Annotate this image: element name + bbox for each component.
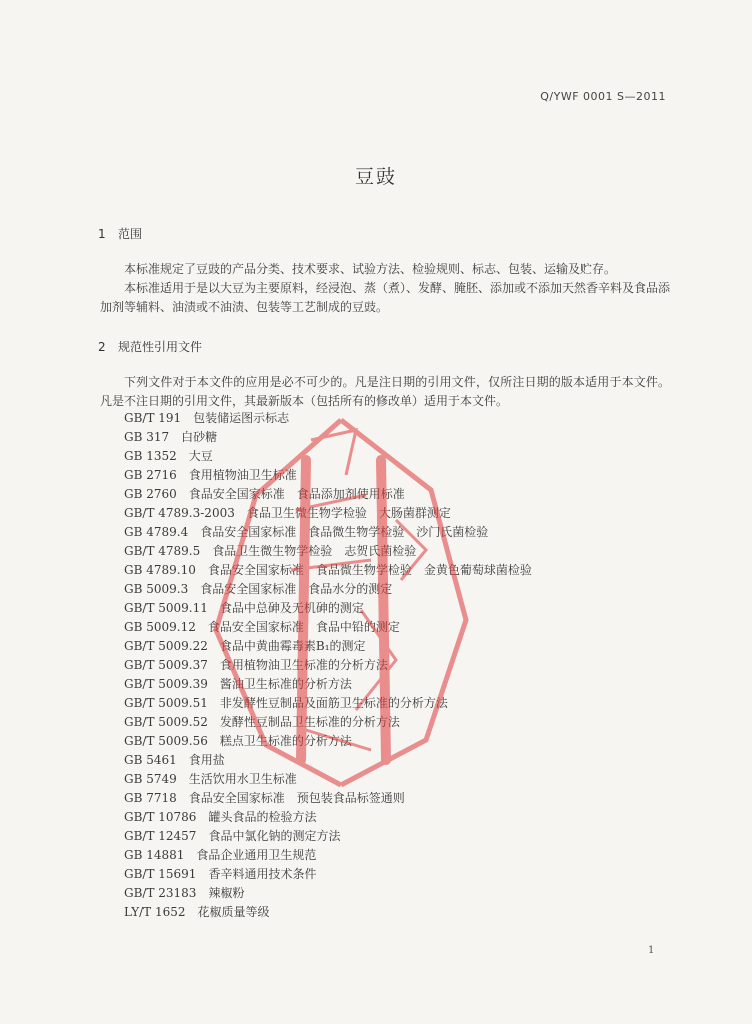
- reference-item: [124, 770, 532, 789]
- reference-title: 食用植物油卫生标准的分析方法: [219, 658, 388, 672]
- reference-code: GB 4789.4: [124, 525, 189, 539]
- reference-title: 酱油卫生标准的分析方法: [219, 677, 352, 691]
- reference-item: [124, 618, 532, 637]
- reference-title: 食品卫生微生物学检验 志贺氏菌检验: [212, 544, 417, 558]
- section-title: 范围: [118, 227, 143, 241]
- reference-title: 糕点卫生标准的分析方法: [219, 734, 352, 748]
- reference-code: GB 317: [124, 430, 170, 444]
- reference-title: 食品安全国家标准 预包装食品标签通则: [188, 791, 405, 805]
- reference-item: [124, 504, 532, 523]
- reference-item: [124, 580, 532, 599]
- scope-paragraph-1: 本标准规定了豆豉的产品分类、技术要求、试验方法、检验规则、标志、包装、运输及贮存。: [124, 262, 617, 276]
- section-number: 1: [98, 227, 106, 241]
- reference-title: 食品中氯化钠的测定方法: [208, 829, 341, 843]
- standard-code: Q/YWF 0001 S—2011: [540, 90, 666, 103]
- reference-item: [124, 599, 532, 618]
- document-title: 豆豉: [354, 166, 397, 188]
- reference-code: GB/T 5009.11: [124, 601, 208, 615]
- reference-title: 食品中总砷及无机砷的测定: [219, 601, 364, 615]
- reference-code: GB 5749: [124, 772, 177, 786]
- reference-item: [124, 409, 532, 428]
- reference-item: [124, 865, 532, 884]
- reference-code: GB 2760: [124, 487, 177, 501]
- reference-title: 食品安全国家标准 食品微生物学检验 沙门氏菌检验: [200, 525, 489, 539]
- reference-title: 白砂糖: [181, 430, 218, 444]
- reference-item: [124, 656, 532, 675]
- reference-code: GB/T 4789.5: [124, 544, 201, 558]
- reference-title: 食品卫生微生物学检验 大肠菌群测定: [246, 506, 451, 520]
- reference-title: 包装储运图示标志: [193, 411, 290, 425]
- reference-title: 食用盐: [188, 753, 225, 767]
- reference-item: [124, 846, 532, 865]
- reference-code: GB 5009.3: [124, 582, 189, 596]
- reference-item: [124, 884, 532, 903]
- reference-item: [124, 808, 532, 827]
- reference-item: [124, 903, 532, 922]
- reference-title: 食用植物油卫生标准: [188, 468, 297, 482]
- reference-item: [124, 447, 532, 466]
- reference-code: GB/T 23183: [124, 886, 197, 900]
- reference-title: 非发酵性豆制品及面筋卫生标准的分析方法: [219, 696, 448, 710]
- section-number: 2: [98, 340, 106, 354]
- reference-item: [124, 713, 532, 732]
- reference-code: GB/T 5009.51: [124, 696, 208, 710]
- reference-item: [124, 523, 532, 542]
- reference-code: GB 5461: [124, 753, 177, 767]
- reference-code: GB/T 5009.39: [124, 677, 208, 691]
- reference-item: [124, 675, 532, 694]
- scope-paragraph-2: 本标准适用于是以大豆为主要原料，经浸泡、蒸（煮）、发酵、腌胚、添加或不添加天然香辛料及食品添加剂等辅料、油渍或不油渍、包装等工艺制成的豆豉。: [100, 281, 671, 314]
- reference-title: 辣椒粉: [208, 886, 245, 900]
- reference-code: GB 2716: [124, 468, 177, 482]
- reference-item: [124, 542, 532, 561]
- reference-item: [124, 485, 532, 504]
- reference-code: GB 7718: [124, 791, 177, 805]
- reference-title: 食品安全国家标准 食品中铅的测定: [207, 620, 400, 634]
- reference-item: [124, 561, 532, 580]
- reference-code: GB 4789.10: [124, 563, 196, 577]
- section-heading-scope: [98, 225, 142, 242]
- reference-title: 生活饮用水卫生标准: [188, 772, 297, 786]
- reference-item: [124, 637, 532, 656]
- section-heading-normative-references: [98, 338, 202, 355]
- reference-item: [124, 694, 532, 713]
- reference-code: LY/T 1652: [124, 905, 186, 919]
- reference-title: 罐头食品的检验方法: [208, 810, 317, 824]
- reference-code: GB/T 5009.56: [124, 734, 208, 748]
- reference-item: [124, 428, 532, 447]
- reference-code: GB/T 5009.52: [124, 715, 208, 729]
- reference-code: GB/T 5009.22: [124, 639, 208, 653]
- reference-title: 花椒质量等级: [197, 905, 270, 919]
- reference-code: GB/T 10786: [124, 810, 197, 824]
- reference-list: [124, 409, 532, 922]
- reference-code: GB/T 5009.37: [124, 658, 208, 672]
- reference-item: [124, 751, 532, 770]
- reference-item: [124, 732, 532, 751]
- reference-code: GB 14881: [124, 848, 185, 862]
- reference-title: 食品安全国家标准 食品微生物学检验 金黄色葡萄球菌检验: [207, 563, 532, 577]
- reference-code: GB/T 15691: [124, 867, 197, 881]
- reference-title: 食品企业通用卫生规范: [196, 848, 317, 862]
- reference-title: 食品中黄曲霉毒素B₁的测定: [219, 639, 366, 653]
- reference-item: [124, 827, 532, 846]
- section-title: 规范性引用文件: [118, 340, 203, 354]
- reference-code: GB/T 12457: [124, 829, 197, 843]
- reference-code: GB/T 191: [124, 411, 182, 425]
- references-intro-paragraph: 下列文件对于本文件的应用是必不可少的。凡是注日期的引用文件，仅所注日期的版本适用于本文件。凡是不注日期的引用文件，其最新版本（包括所有的修改单）适用于本文件。: [100, 375, 670, 408]
- reference-title: 大豆: [188, 449, 213, 463]
- reference-item: [124, 789, 532, 808]
- reference-title: 食品安全国家标准 食品添加剂使用标准: [188, 487, 405, 501]
- reference-item: [124, 466, 532, 485]
- reference-title: 发酵性豆制品卫生标准的分析方法: [219, 715, 400, 729]
- reference-code: GB 5009.12: [124, 620, 196, 634]
- reference-title: 食品安全国家标准 食品水分的测定: [200, 582, 393, 596]
- reference-title: 香辛料通用技术条件: [208, 867, 317, 881]
- reference-code: GB 1352: [124, 449, 177, 463]
- page-number: 1: [648, 945, 655, 956]
- reference-code: GB/T 4789.3-2003: [124, 506, 235, 520]
